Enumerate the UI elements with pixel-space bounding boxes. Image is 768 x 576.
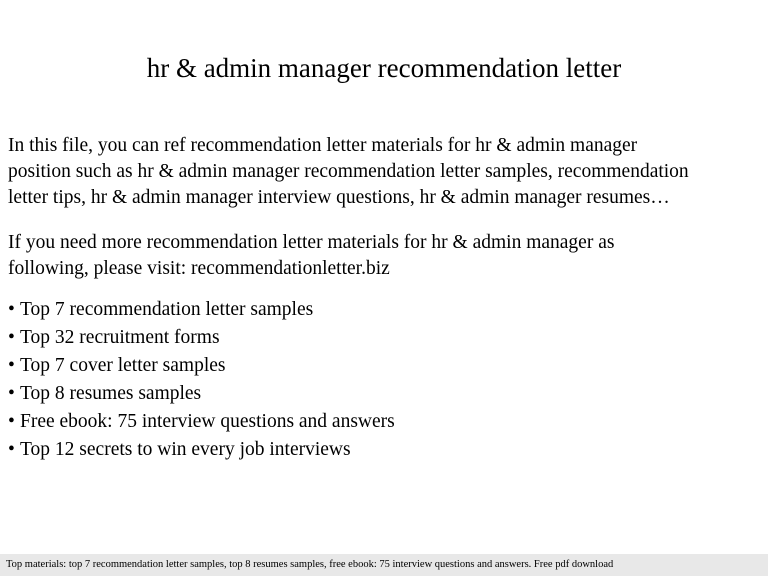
bullet-mark: •	[8, 383, 15, 404]
list-item	[8, 297, 395, 323]
bullet-mark: •	[8, 355, 15, 376]
list-item-label: Top 7 recommendation letter samples	[20, 299, 314, 320]
list-item	[8, 381, 395, 407]
footer-text: Top materials: top 7 recommendation letter samples, top 8 resumes samples, free ebook: 75 interview questions and answers. Free pdf download	[6, 559, 614, 570]
visit-line: following, please visit: recommendationletter.biz	[8, 258, 390, 279]
list-item	[8, 353, 395, 379]
visit-line: If you need more recommendation letter materials for hr & admin manager as	[8, 232, 615, 253]
list-item-label: Top 7 cover letter samples	[20, 355, 226, 376]
list-item-label: Top 12 secrets to win every job interviews	[20, 439, 351, 460]
slide-title: hr & admin manager recommendation letter	[146, 53, 622, 83]
list-item-label: Free ebook: 75 interview questions and answers	[20, 411, 395, 432]
footer-bar	[0, 554, 768, 576]
list-item	[8, 325, 395, 351]
bullet-mark: •	[8, 327, 15, 348]
bullet-mark: •	[8, 299, 15, 320]
intro-line: In this file, you can ref recommendation letter materials for hr & admin manager	[8, 135, 638, 156]
list-item	[8, 409, 395, 435]
materials-list	[8, 297, 395, 465]
intro-line: position such as hr & admin manager recommendation letter samples, recommendation	[8, 161, 689, 182]
visit-paragraph	[8, 230, 760, 282]
bullet-mark: •	[8, 439, 15, 460]
intro-line: letter tips, hr & admin manager interview questions, hr & admin manager resumes…	[8, 187, 670, 208]
list-item	[8, 437, 395, 463]
list-item-label: Top 32 recruitment forms	[20, 327, 220, 348]
list-item-label: Top 8 resumes samples	[20, 383, 202, 404]
intro-paragraph	[8, 133, 760, 211]
bullet-mark: •	[8, 411, 15, 432]
